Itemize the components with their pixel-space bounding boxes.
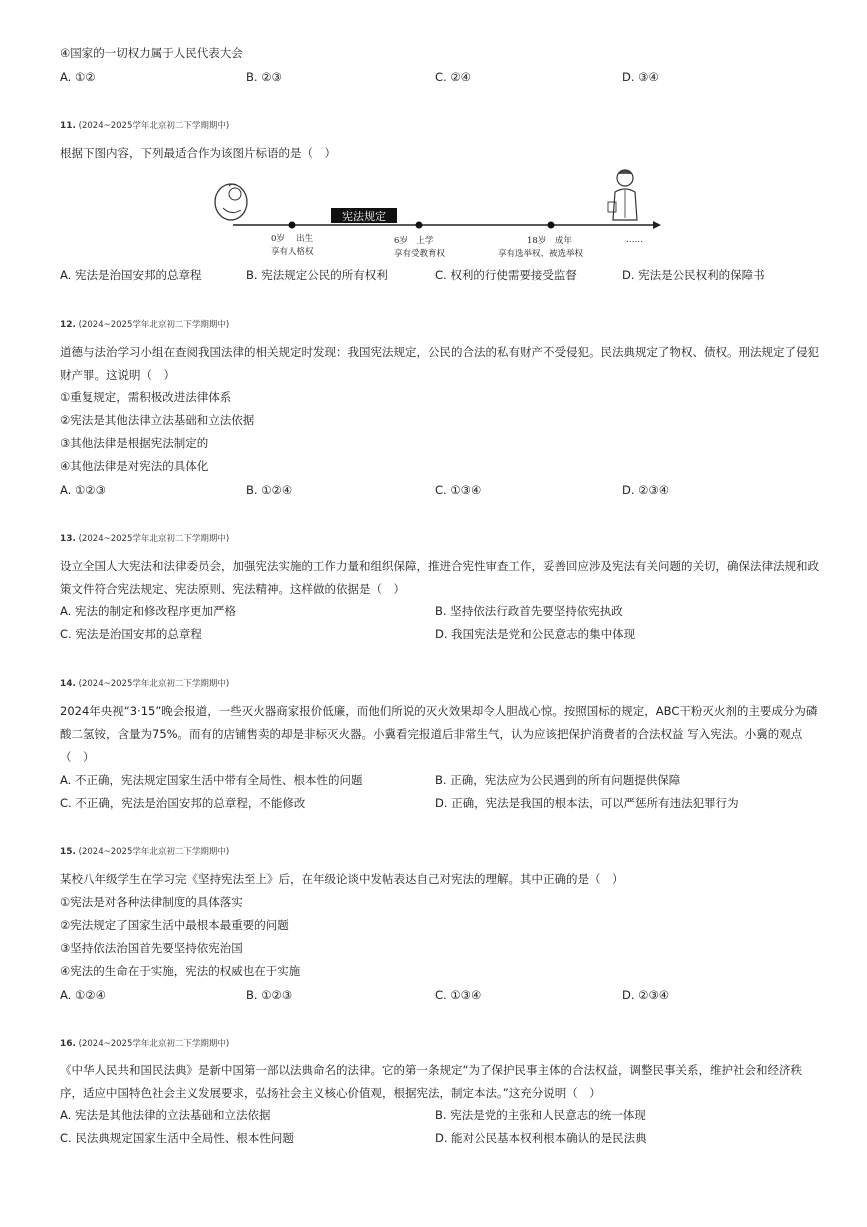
q14-option-a: A. 不正确，宪法规定国家生活中带有全局性、根本性的问题 xyxy=(60,773,363,787)
q16-number: 16. xyxy=(60,1039,76,1049)
q16-stem: 《中华人民共和国民法典》是新中国第一部以法典命名的法律。它的第一条规定“为了保护民事主体的合法权益，调整民事关系，维护社会和经济秩序，适应中国特色社会主义发展要求，弘扬社会主义核心价值观，根据宪法，制定本法。”这充分说明（ ） xyxy=(60,1063,802,1100)
q15-option-a: A. ①②④ xyxy=(60,988,106,1002)
q12-item-3: ③其他法律是根据宪法制定的 xyxy=(60,436,209,450)
q12-option-a: A. ①②③ xyxy=(60,483,106,497)
q10-item-4: ④国家的一切权力属于人民代表大会 xyxy=(60,46,243,60)
q11-figure-timeline xyxy=(205,168,675,260)
adult-person-icon xyxy=(608,170,637,220)
q12-option-c: C. ①③④ xyxy=(435,483,482,497)
point-adult-top: 18岁 成年 xyxy=(527,236,572,246)
q15-item-4: ④宪法的生命在于实施，宪法的权威也在于实施 xyxy=(60,964,301,978)
q11-header xyxy=(60,119,229,131)
q12-stem: 道德与法治学习小组在查阅我国法律的相关规定时发现：我国宪法规定，公民的合法的私有财产不受侵犯。民法典规定了物权、债权。刑法规定了侵犯财产罪。这说明（ ） xyxy=(60,345,819,382)
q13-option-d: D. 我国宪法是党和公民意志的集中体现 xyxy=(435,627,636,641)
q14-option-b: B. 正确，宪法应为公民遇到的所有问题提供保障 xyxy=(435,773,681,787)
q15-option-d: D. ②③④ xyxy=(622,988,670,1002)
q15-item-1: ①宪法是对各种法律制度的具体落实 xyxy=(60,895,243,909)
point-school-bottom: 享有受教育权 xyxy=(394,249,446,259)
q16-option-d: D. 能对公民基本权利根本确认的是民法典 xyxy=(435,1131,647,1145)
q11-option-b: B. 宪法规定公民的所有权利 xyxy=(246,268,388,282)
q13-option-c: C. 宪法是治国安邦的总章程 xyxy=(60,627,202,641)
q10-option-c: C. ②④ xyxy=(435,70,471,84)
q14-option-c: C. 不正确，宪法是治国安邦的总章程，不能修改 xyxy=(60,796,306,810)
q10-option-b: B. ②③ xyxy=(246,70,282,84)
q14-option-d: D. 正确，宪法是我国的根本法，可以严惩所有违法犯罪行为 xyxy=(435,796,739,810)
q11-number: 11. xyxy=(60,121,76,131)
timeline-point-school xyxy=(416,222,423,229)
q12-option-b: B. ①②④ xyxy=(246,483,293,497)
q12-number: 12. xyxy=(60,320,76,330)
point-birth-top: 0岁 出生 xyxy=(271,234,314,244)
q15-option-b: B. ①②③ xyxy=(246,988,293,1002)
baby-icon xyxy=(215,184,247,220)
q14-header xyxy=(60,677,229,689)
point-adult-bottom: 享有选举权、被选举权 xyxy=(498,249,584,259)
timeline-arrowhead xyxy=(653,221,661,229)
q12-item-1: ①重复规定，需积极改进法律体系 xyxy=(60,390,232,404)
q15-source: (2024~2025学年北京初二下学期期中) xyxy=(78,847,230,857)
q13-option-a: A. 宪法的制定和修改程序更加严格 xyxy=(60,604,236,618)
q13-source: (2024~2025学年北京初二下学期期中) xyxy=(78,534,230,544)
constitution-label-text: 宪法规定 xyxy=(342,210,386,223)
q16-header xyxy=(60,1037,229,1049)
q11-option-d: D. 宪法是公民权利的保障书 xyxy=(622,268,765,282)
q16-option-a: A. 宪法是其他法律的立法基础和立法依据 xyxy=(60,1108,271,1122)
q14-source: (2024~2025学年北京初二下学期期中) xyxy=(78,679,230,689)
timeline-point-adult xyxy=(548,222,555,229)
q15-item-2: ②宪法规定了国家生活中最根本最重要的问题 xyxy=(60,918,289,932)
q14-stem: 2024年央视“3·15”晚会报道，一些灭火器商家报价低廉，而他们所说的灭火效果却令人胆战心惊。按照国标的规定，ABC干粉灭火剂的主要成分为磷酸二氢铵，含量为75%。而有的店铺售卖的却是非标灭火器。小冀看完报道后非常生气，认为应该把保护消费者的合法权益 写入宪法。小冀的观点（ ） xyxy=(60,704,818,764)
timeline-ellipsis: …… xyxy=(626,235,643,245)
q12-item-2: ②宪法是其他法律立法基础和立法依据 xyxy=(60,413,255,427)
q11-option-a: A. 宪法是治国安邦的总章程 xyxy=(60,268,202,282)
q12-header xyxy=(60,318,229,330)
q14-number: 14. xyxy=(60,679,76,689)
q12-option-d: D. ②③④ xyxy=(622,483,670,497)
timeline-point-birth xyxy=(289,222,296,229)
q15-option-c: C. ①③④ xyxy=(435,988,482,1002)
q15-number: 15. xyxy=(60,847,76,857)
q11-option-c: C. 权利的行使需要接受监督 xyxy=(435,268,577,282)
q15-stem: 某校八年级学生在学习完《坚持宪法至上》后，在年级论谈中发帖表达自己对宪法的理解。其中正确的是（ ） xyxy=(60,872,624,886)
q16-option-b: B. 宪法是党的主张和人民意志的统一体现 xyxy=(435,1108,646,1122)
q13-option-b: B. 坚持依法行政首先要坚持依宪执政 xyxy=(435,604,623,618)
point-school-top: 6岁 上学 xyxy=(394,236,434,246)
q10-option-d: D. ③④ xyxy=(622,70,659,84)
q13-stem: 设立全国人大宪法和法律委员会，加强宪法实施的工作力量和组织保障，推进合宪性审查工作，妥善回应涉及宪法有关问题的关切，确保法律法规和政策文件符合宪法规定、宪法原则、宪法精神。这样做的依据是（ ） xyxy=(60,559,819,596)
q13-number: 13. xyxy=(60,534,76,544)
q16-source: (2024~2025学年北京初二下学期期中) xyxy=(78,1039,230,1049)
q11-stem: 根据下图内容，下列最适合作为该图片标语的是（ ） xyxy=(60,146,336,160)
q15-header xyxy=(60,845,229,857)
q12-source: (2024~2025学年北京初二下学期期中) xyxy=(78,320,230,330)
q15-item-3: ③坚持依法治国首先要坚持依宪治国 xyxy=(60,941,243,955)
q10-option-a: A. ①② xyxy=(60,70,96,84)
q11-source: (2024~2025学年北京初二下学期期中) xyxy=(78,121,230,131)
q12-item-4: ④其他法律是对宪法的具体化 xyxy=(60,459,209,473)
q16-option-c: C. 民法典规定国家生活中全局性、根本性问题 xyxy=(60,1131,294,1145)
q13-header xyxy=(60,532,229,544)
point-birth-bottom: 享有人格权 xyxy=(271,247,314,257)
